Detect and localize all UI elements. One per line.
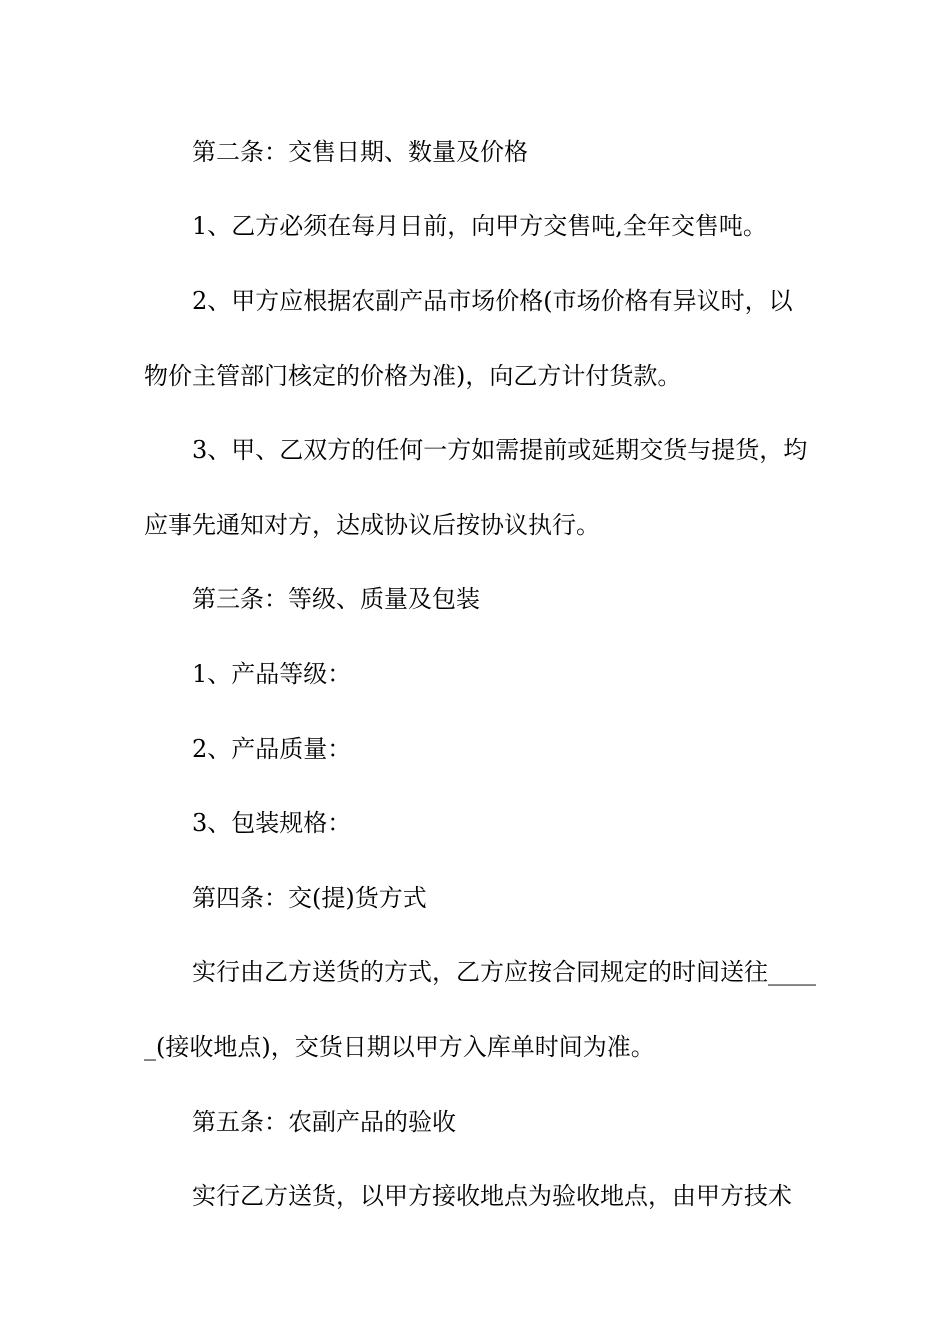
paragraph-line: 物价主管部门核定的价格为准)，向乙方计付货款。 bbox=[144, 362, 682, 390]
paragraph-line: 3、甲、乙双方的任何一方如需提前或延期交货与提货，均 bbox=[192, 436, 808, 464]
article-4-heading: 第四条：交(提)货方式 bbox=[192, 884, 427, 912]
paragraph-line: 应事先通知对方，达成协议后按协议执行。 bbox=[144, 511, 600, 539]
paragraph-line: _(接收地点)，交货日期以甲方入库单时间为准。 bbox=[144, 1033, 655, 1061]
article-5-heading: 第五条：农副产品的验收 bbox=[192, 1108, 456, 1136]
paragraph-line: 3、包装规格： bbox=[192, 809, 352, 837]
paragraph-line: 实行由乙方送货的方式，乙方应按合同规定的时间送往____ bbox=[192, 958, 816, 986]
paragraph-line: 2、甲方应根据农副产品市场价格(市场价格有异议时，以 bbox=[192, 287, 793, 315]
article-3-heading: 第三条：等级、质量及包装 bbox=[192, 585, 480, 613]
article-2-heading: 第二条：交售日期、数量及价格 bbox=[192, 138, 528, 166]
paragraph-line: 2、产品质量： bbox=[192, 735, 352, 763]
paragraph-line: 实行乙方送货，以甲方接收地点为验收地点，由甲方技术 bbox=[192, 1182, 792, 1210]
paragraph-line: 1、乙方必须在每月日前，向甲方交售吨,全年交售吨。 bbox=[192, 212, 767, 240]
paragraph-line: 1、产品等级： bbox=[192, 660, 352, 688]
